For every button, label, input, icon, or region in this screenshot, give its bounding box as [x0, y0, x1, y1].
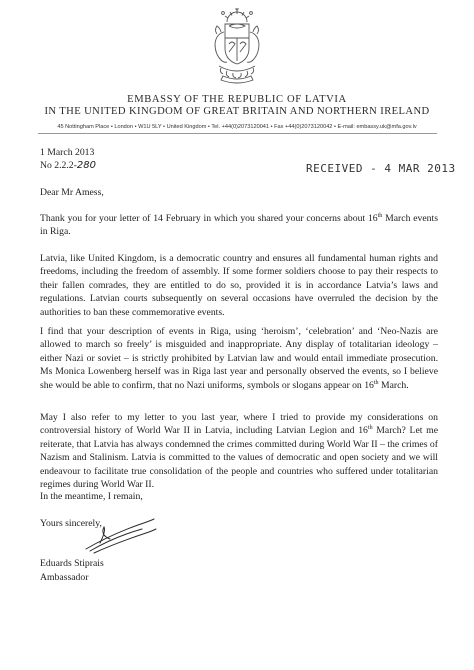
letterhead-embassy-name: EMBASSY OF THE REPUBLIC OF LATVIA [127, 94, 347, 105]
letterhead-country-name: IN THE UNITED KINGDOM OF GREAT BRITAIN AND NORTHERN IRELAND [44, 106, 430, 117]
letter-date: 1 March 2013 [40, 147, 95, 158]
coat-of-arms-emblem [211, 8, 263, 88]
valediction: Yours sincerely, [40, 518, 102, 529]
paragraph-1: Thank you for your letter of 14 February in which you shared your concerns about 16th March events in Riga. [40, 212, 438, 238]
received-stamp: RECEIVED - 4 MAR 2013 [306, 162, 456, 175]
handwritten-signature [80, 513, 160, 555]
paragraph-4: May I also refer to my letter to you last year, where I tried to provide my considerations on controversial history of World War II in Latvia, including Latvian Legion and 16th March? Let me reiterate, that Latvia has always condemned the crimes committed during World War II – the crimes of Nazism and Stalinism. Latvia is committed to the values of democratic and open society and we will endeavour to facilitate true consolidation of the people and countries who suffered under totalitarian regimes during World War II. [40, 412, 439, 491]
letterhead-contact-line: 45 Nottingham Place • London • W1U 5LY • United Kingdom • Tel. +44(0)2073120041 • Fax +44(0)2073120042 • E-mail: embassy.uk@mfa.gov.lv [57, 124, 417, 130]
letterhead-divider [38, 133, 437, 134]
paragraph-2: Latvia, like United Kingdom, is a democratic country and ensures all fundamental human rights and freedoms, including the freedom of assembly. If some former soldiers choose to pay their respects to their fallen comrades, they are entitled to do so, provided it is in accordance Latvia’s laws and regulations. Latvian courts subsequently on several occasions have overruled the decision by the authorities to ban these commemorative events. [40, 253, 438, 318]
reference-number-prefix: No 2.2.2- [40, 160, 77, 171]
reference-number [40, 159, 96, 172]
paragraph-5: In the meantime, I remain, [40, 491, 143, 502]
signatory-title: Ambassador [40, 572, 89, 583]
paragraph-3: I find that your description of events in Riga, using ‘heroism’, ‘celebration’ and ‘Neo-Nazis are allowed to march so freely’ is misguided and inappropriate. Any display of totalitarian ideology – either Nazi or soviet – is strictly prohibited by Latvian law and would entail immediate prosecution. Ms Monica Lowenberg herself was in Riga last year and personally observed the events, so I believe she would be able to confirm, that no Nazi uniforms, symbols or slogans appear on 16th March. [40, 326, 438, 391]
salutation: Dear Mr Amess, [40, 187, 104, 198]
signatory-name: Eduards Stiprais [40, 558, 104, 569]
reference-number-handwritten: 280 [76, 160, 96, 171]
